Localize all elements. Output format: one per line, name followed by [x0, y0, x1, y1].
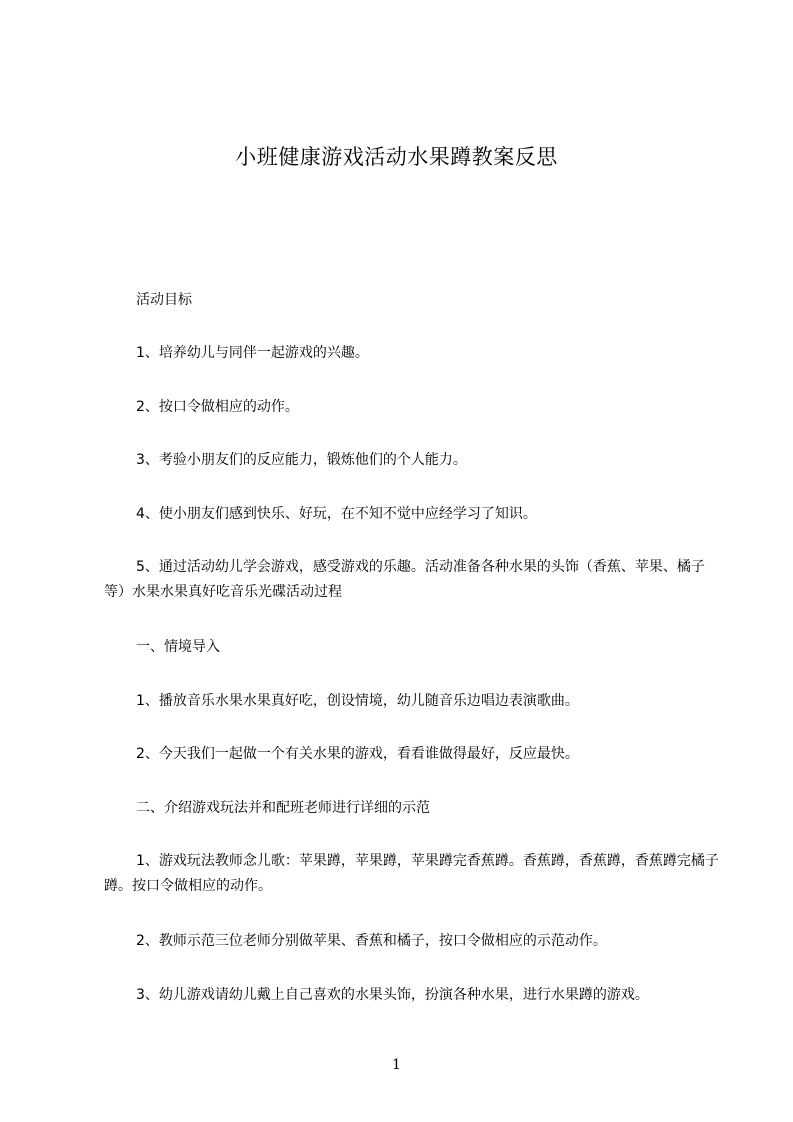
- paragraph-section-2-heading: 二、介绍游戏玩法并和配班老师进行详细的示范: [136, 800, 430, 816]
- paragraph-goal-4: 4、使小朋友们感到快乐、好玩，在不知不觉中应经学习了知识。: [136, 506, 537, 522]
- paragraph-section-1-step-2: 2、今天我们一起做一个有关水果的游戏，看看谁做得最好，反应最快。: [136, 746, 579, 762]
- document-title: 小班健康游戏活动水果蹲教案反思: [235, 145, 558, 169]
- paragraph-section-1-step-1: 1、播放音乐水果水果真好吃，创设情境，幼儿随音乐边唱边表演歌曲。: [136, 693, 579, 709]
- paragraph-goal-2: 2、按口令做相应的动作。: [136, 399, 299, 415]
- paragraph-goal-1: 1、培养幼儿与同伴一起游戏的兴趣。: [136, 345, 369, 361]
- paragraph-section-1-heading: 一、情境导入: [136, 639, 220, 655]
- paragraph-section-2-step-3: 3、幼儿游戏请幼儿戴上自己喜欢的水果头饰，扮演各种水果，进行水果蹲的游戏。: [136, 987, 649, 1003]
- paragraph-section-2-step-1: 1、游戏玩法教师念儿歌：苹果蹲，苹果蹲，苹果蹲完香蕉蹲。香蕉蹲，香蕉蹲，香蕉蹲完橘子蹲。按口令做相应的动作。: [104, 853, 719, 894]
- page-number: 1: [392, 1057, 401, 1073]
- paragraph-goal-3: 3、考验小朋友们的反应能力，锻炼他们的个人能力。: [136, 452, 467, 468]
- paragraph-activity-goals: 活动目标: [136, 292, 192, 308]
- paragraph-section-2-step-2: 2、教师示范三位老师分别做苹果、香蕉和橘子，按口令做相应的示范动作。: [136, 933, 607, 949]
- paragraph-goal-5-preparation: 5、通过活动幼儿学会游戏，感受游戏的乐趣。活动准备各种水果的头饰（香蕉、苹果、橘子等）水果水果真好吃音乐光碟活动过程: [104, 559, 705, 600]
